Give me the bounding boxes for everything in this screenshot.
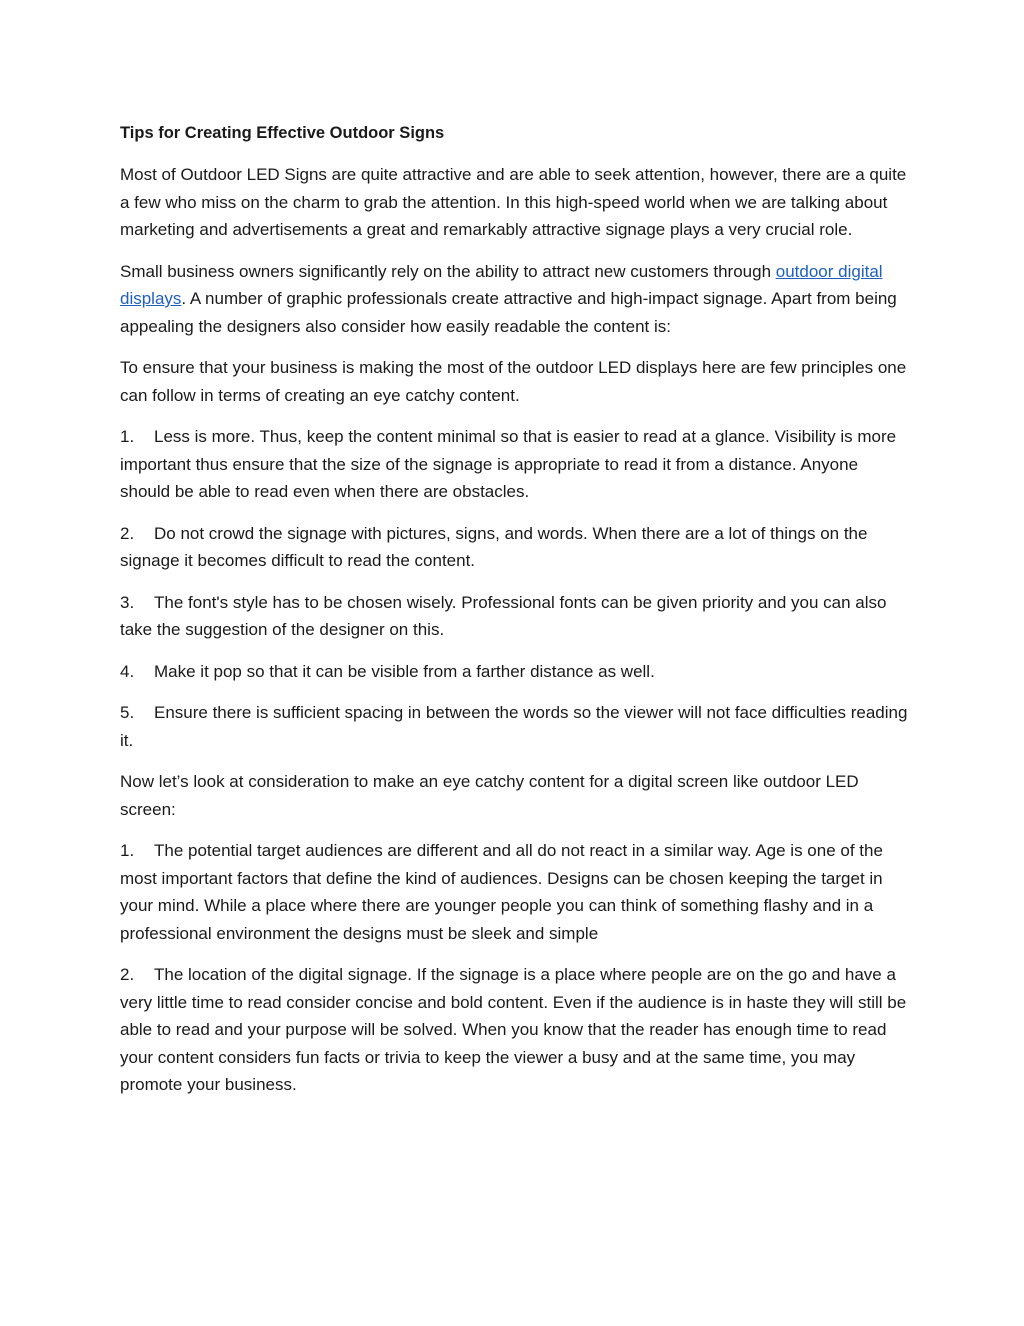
list-number: 1.	[120, 841, 135, 860]
paragraph-principles-intro: To ensure that your business is making the most of the outdoor LED displays here are few principles one can follow in terms of creating an eye catchy content.	[120, 358, 907, 405]
list-item	[120, 520, 910, 575]
list-number: 5.	[120, 703, 135, 722]
document-title: Tips for Creating Effective Outdoor Signs	[120, 124, 445, 142]
paragraph-small-business	[120, 258, 910, 341]
list-text: Less is more. Thus, keep the content minimal so that is easier to read at a glance. Visibility is more important thus ensure that the size of the signage is appropriate to read it from a distance. Anyone should be able to read even when there are obstacles.	[120, 427, 897, 501]
list-item	[120, 699, 910, 754]
list-text: The potential target audiences are different and all do not react in a similar way. Age is one of the most important factors that define the kind of audiences. Designs can be chosen keeping the target in your mind. While a place where there are younger people you can think of something flashy and in a professional environment the designs must be sleek and simple	[120, 841, 883, 943]
list-item	[120, 658, 910, 686]
paragraph-consideration-intro: Now let’s look at consideration to make an eye catchy content for a digital screen like outdoor LED screen:	[120, 772, 859, 819]
list-number: 2.	[120, 523, 135, 543]
paragraph-text: Small business owners significantly rely on the ability to attract new customers through	[120, 261, 776, 281]
list-number: 1.	[120, 427, 135, 446]
list-number: 3.	[120, 592, 135, 612]
list-item	[120, 589, 910, 644]
document-page	[120, 120, 910, 1113]
list-item	[120, 837, 910, 947]
list-text: The location of the digital signage. If the signage is a place where people are on the go and have a very little time to read consider concise and bold content. Even if the audience is in haste they will still be able to read and your purpose will be solved. When you know that the reader has enough time to read your content considers fun facts or trivia to keep the viewer a busy and at the same time, you may promote your business.	[120, 965, 907, 1094]
intro-paragraph: Most of Outdoor LED Signs are quite attractive and are able to seek attention, however, there are a quite a few who miss on the charm to grab the attention. In this high-speed world when we are talking about marketing and advertisements a great and remarkably attractive signage plays a very crucial role.	[120, 165, 907, 239]
outdoor-digital-displays-link[interactable]: outdoor digital displays	[120, 261, 883, 308]
list-text: Do not crowd the signage with pictures, signs, and words. When there are a lot of things on the signage it becomes difficult to read the content.	[120, 523, 868, 570]
paragraph-text: . A number of graphic professionals create attractive and high-impact signage. Apart from being appealing the designers also consider how easily readable the content is:	[120, 289, 897, 336]
list-text: Ensure there is sufficient spacing in between the words so the viewer will not face difficulties reading it.	[120, 703, 908, 750]
list-item	[120, 423, 910, 506]
list-text: The font's style has to be chosen wisely. Professional fonts can be given priority and you can also take the suggestion of the designer on this.	[120, 592, 887, 639]
list-item	[120, 961, 910, 1099]
list-text: Make it pop so that it can be visible from a farther distance as well.	[154, 661, 655, 681]
list-number: 4.	[120, 661, 135, 681]
list-number: 2.	[120, 965, 135, 984]
